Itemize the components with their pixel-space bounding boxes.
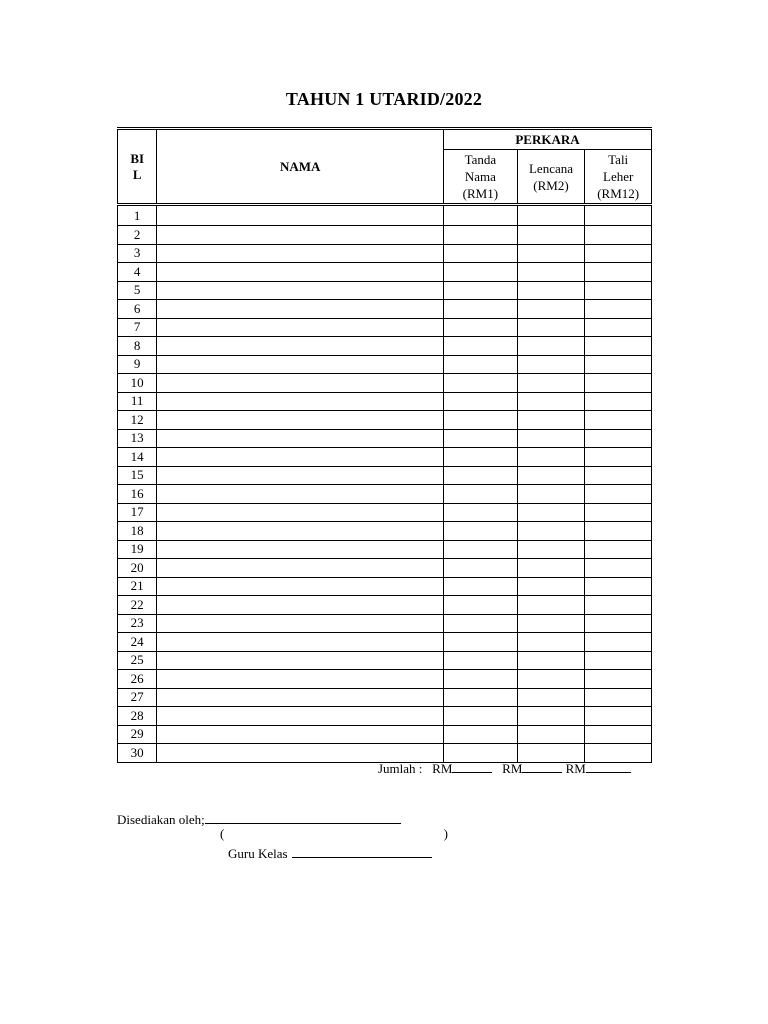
paren-close: ) xyxy=(443,826,448,841)
tali-leher-cell[interactable] xyxy=(585,205,652,226)
tanda-nama-cell[interactable] xyxy=(444,318,518,337)
tanda-nama-cell[interactable] xyxy=(444,670,518,689)
row-number: 27 xyxy=(118,688,157,707)
tanda-nama-cell[interactable] xyxy=(444,522,518,541)
jumlah-line xyxy=(378,760,631,777)
tanda-nama-cell[interactable] xyxy=(444,374,518,393)
paren-open: ( xyxy=(220,826,225,841)
tanda-nama-cell[interactable] xyxy=(444,577,518,596)
header-tali-leher xyxy=(585,150,652,205)
table-row xyxy=(118,577,652,596)
table-row xyxy=(118,651,652,670)
name-cell[interactable] xyxy=(157,374,444,393)
tali-leher-cell[interactable] xyxy=(585,392,652,411)
tali-leher-cell[interactable] xyxy=(585,337,652,356)
tanda-nama-cell[interactable] xyxy=(444,614,518,633)
tanda-nama-cell[interactable] xyxy=(444,651,518,670)
header-tanda-nama-line-2: Nama xyxy=(464,169,496,184)
row-number: 28 xyxy=(118,707,157,726)
tanda-nama-cell[interactable] xyxy=(444,707,518,726)
name-cell[interactable] xyxy=(157,633,444,652)
tanda-nama-cell[interactable] xyxy=(444,503,518,522)
lencana-cell[interactable] xyxy=(517,205,585,226)
header-tali-leher-line-3: (RM12) xyxy=(597,186,640,201)
tanda-nama-cell[interactable] xyxy=(444,559,518,578)
rm-blank-2 xyxy=(522,760,562,773)
table-row xyxy=(118,374,652,393)
tali-leher-cell[interactable] xyxy=(585,688,652,707)
row-number: 7 xyxy=(118,318,157,337)
name-brackets xyxy=(220,826,448,842)
lencana-cell[interactable] xyxy=(517,263,585,282)
header-tali-leher-line-1: Tali xyxy=(608,152,629,167)
prepared-signature-line xyxy=(205,810,401,824)
table-row xyxy=(118,226,652,245)
row-number: 29 xyxy=(118,725,157,744)
row-number: 21 xyxy=(118,577,157,596)
rm-total-2 xyxy=(502,761,562,776)
tanda-nama-cell[interactable] xyxy=(444,448,518,467)
header-bil xyxy=(118,129,157,205)
header-lencana xyxy=(517,150,585,205)
tali-leher-cell[interactable] xyxy=(585,429,652,448)
name-cell[interactable] xyxy=(157,725,444,744)
header-nama: NAMA xyxy=(157,129,444,205)
tanda-nama-cell[interactable] xyxy=(444,300,518,319)
tali-leher-cell[interactable] xyxy=(585,281,652,300)
name-cell[interactable] xyxy=(157,577,444,596)
name-cell[interactable] xyxy=(157,614,444,633)
tali-leher-cell[interactable] xyxy=(585,559,652,578)
tanda-nama-cell[interactable] xyxy=(444,392,518,411)
table-row xyxy=(118,205,652,226)
jumlah-label: Jumlah : xyxy=(378,761,423,776)
rm-label: RM xyxy=(502,761,523,776)
row-number: 22 xyxy=(118,596,157,615)
name-cell[interactable] xyxy=(157,466,444,485)
name-cell[interactable] xyxy=(157,244,444,263)
table-row xyxy=(118,707,652,726)
table-row xyxy=(118,614,652,633)
row-number: 10 xyxy=(118,374,157,393)
lencana-cell[interactable] xyxy=(517,318,585,337)
guru-kelas xyxy=(228,844,432,862)
tanda-nama-cell[interactable] xyxy=(444,263,518,282)
table-row xyxy=(118,263,652,282)
table-row xyxy=(118,244,652,263)
tali-leher-cell[interactable] xyxy=(585,577,652,596)
lencana-cell[interactable] xyxy=(517,374,585,393)
tanda-nama-cell[interactable] xyxy=(444,226,518,245)
row-number: 2 xyxy=(118,226,157,245)
tanda-nama-cell[interactable] xyxy=(444,485,518,504)
lencana-cell[interactable] xyxy=(517,559,585,578)
tali-leher-cell[interactable] xyxy=(585,522,652,541)
name-cell[interactable] xyxy=(157,411,444,430)
row-number: 20 xyxy=(118,559,157,578)
rm-label: RM xyxy=(432,761,453,776)
lencana-cell[interactable] xyxy=(517,725,585,744)
name-cell[interactable] xyxy=(157,263,444,282)
tali-leher-cell[interactable] xyxy=(585,355,652,374)
lencana-cell[interactable] xyxy=(517,448,585,467)
tanda-nama-cell[interactable] xyxy=(444,244,518,263)
tanda-nama-cell[interactable] xyxy=(444,633,518,652)
row-number: 9 xyxy=(118,355,157,374)
tali-leher-cell[interactable] xyxy=(585,651,652,670)
rm-blank-1 xyxy=(452,760,492,773)
table-row xyxy=(118,337,652,356)
table-row xyxy=(118,281,652,300)
tali-leher-cell[interactable] xyxy=(585,614,652,633)
prepared-label: Disediakan oleh; xyxy=(117,812,205,827)
tali-leher-cell[interactable] xyxy=(585,633,652,652)
lencana-cell[interactable] xyxy=(517,540,585,559)
tanda-nama-cell[interactable] xyxy=(444,466,518,485)
header-tali-leher-line-2: Leher xyxy=(603,169,634,184)
tali-leher-cell[interactable] xyxy=(585,725,652,744)
tanda-nama-cell[interactable] xyxy=(444,429,518,448)
name-cell[interactable] xyxy=(157,688,444,707)
table-row xyxy=(118,448,652,467)
tanda-nama-cell[interactable] xyxy=(444,281,518,300)
name-cell[interactable] xyxy=(157,670,444,689)
lencana-cell[interactable] xyxy=(517,226,585,245)
lencana-cell[interactable] xyxy=(517,392,585,411)
lencana-cell[interactable] xyxy=(517,466,585,485)
tali-leher-cell[interactable] xyxy=(585,374,652,393)
tanda-nama-cell[interactable] xyxy=(444,355,518,374)
lencana-cell[interactable] xyxy=(517,614,585,633)
class-list-table xyxy=(117,127,652,763)
lencana-cell[interactable] xyxy=(517,522,585,541)
name-cell[interactable] xyxy=(157,540,444,559)
table-row xyxy=(118,559,652,578)
header-perkara: PERKARA xyxy=(444,129,652,150)
name-cell[interactable] xyxy=(157,205,444,226)
table-row xyxy=(118,688,652,707)
tali-leher-cell[interactable] xyxy=(585,300,652,319)
tali-leher-cell[interactable] xyxy=(585,540,652,559)
table-row xyxy=(118,300,652,319)
tanda-nama-cell[interactable] xyxy=(444,540,518,559)
table-row xyxy=(118,429,652,448)
name-cell[interactable] xyxy=(157,651,444,670)
tali-leher-cell[interactable] xyxy=(585,670,652,689)
name-cell[interactable] xyxy=(157,392,444,411)
lencana-cell[interactable] xyxy=(517,670,585,689)
name-cell[interactable] xyxy=(157,503,444,522)
table-row xyxy=(118,596,652,615)
row-number: 23 xyxy=(118,614,157,633)
row-number: 6 xyxy=(118,300,157,319)
name-cell[interactable] xyxy=(157,318,444,337)
row-number: 3 xyxy=(118,244,157,263)
lencana-cell[interactable] xyxy=(517,503,585,522)
header-tanda-nama-line-1: Tanda xyxy=(464,152,497,167)
row-number: 12 xyxy=(118,411,157,430)
guru-kelas-line xyxy=(292,844,432,858)
lencana-cell[interactable] xyxy=(517,596,585,615)
row-number: 16 xyxy=(118,485,157,504)
row-number: 25 xyxy=(118,651,157,670)
name-cell[interactable] xyxy=(157,355,444,374)
rm-total-3 xyxy=(566,761,631,776)
table-row xyxy=(118,633,652,652)
table-row xyxy=(118,522,652,541)
tali-leher-cell[interactable] xyxy=(585,411,652,430)
table-row xyxy=(118,503,652,522)
name-cell[interactable] xyxy=(157,596,444,615)
row-number: 4 xyxy=(118,263,157,282)
tanda-nama-cell[interactable] xyxy=(444,725,518,744)
lencana-cell[interactable] xyxy=(517,337,585,356)
row-number: 19 xyxy=(118,540,157,559)
row-number: 30 xyxy=(118,744,157,763)
tanda-nama-cell[interactable] xyxy=(444,337,518,356)
row-number: 8 xyxy=(118,337,157,356)
table-row xyxy=(118,466,652,485)
lencana-cell[interactable] xyxy=(517,651,585,670)
lencana-cell[interactable] xyxy=(517,300,585,319)
guru-kelas-label: Guru Kelas xyxy=(228,846,288,861)
table-row xyxy=(118,485,652,504)
header-tanda-nama xyxy=(444,150,518,205)
rm-label: RM xyxy=(565,761,586,776)
row-number: 24 xyxy=(118,633,157,652)
header-lencana-line-1: Lencana xyxy=(528,160,574,176)
rm-total-1 xyxy=(432,761,492,776)
table-row xyxy=(118,670,652,689)
name-cell[interactable] xyxy=(157,485,444,504)
row-number: 11 xyxy=(118,392,157,411)
lencana-cell[interactable] xyxy=(517,411,585,430)
table-row xyxy=(118,725,652,744)
tanda-nama-cell[interactable] xyxy=(444,596,518,615)
lencana-cell[interactable] xyxy=(517,485,585,504)
name-cell[interactable] xyxy=(157,337,444,356)
name-cell[interactable] xyxy=(157,226,444,245)
lencana-cell[interactable] xyxy=(517,355,585,374)
row-number: 18 xyxy=(118,522,157,541)
header-bil-line-2: L xyxy=(132,166,142,182)
row-number: 14 xyxy=(118,448,157,467)
tali-leher-cell[interactable] xyxy=(585,244,652,263)
lencana-cell[interactable] xyxy=(517,633,585,652)
lencana-cell[interactable] xyxy=(517,244,585,263)
tali-leher-cell[interactable] xyxy=(585,485,652,504)
tali-leher-cell[interactable] xyxy=(585,466,652,485)
row-number: 17 xyxy=(118,503,157,522)
row-number: 26 xyxy=(118,670,157,689)
table-row xyxy=(118,392,652,411)
header-lencana-line-2: (RM2) xyxy=(533,177,569,193)
tali-leher-cell[interactable] xyxy=(585,596,652,615)
row-number: 5 xyxy=(118,281,157,300)
page-title: TAHUN 1 UTARID/2022 xyxy=(285,89,483,109)
tali-leher-cell[interactable] xyxy=(585,318,652,337)
lencana-cell[interactable] xyxy=(517,281,585,300)
rm-blank-3 xyxy=(586,760,631,773)
tali-leher-cell[interactable] xyxy=(585,448,652,467)
tanda-nama-cell[interactable] xyxy=(444,205,518,226)
tanda-nama-cell[interactable] xyxy=(444,411,518,430)
name-cell[interactable] xyxy=(157,281,444,300)
table-row xyxy=(118,318,652,337)
tali-leher-cell[interactable] xyxy=(585,263,652,282)
name-cell[interactable] xyxy=(157,522,444,541)
table-row xyxy=(118,411,652,430)
row-number: 15 xyxy=(118,466,157,485)
name-cell[interactable] xyxy=(157,707,444,726)
row-number: 13 xyxy=(118,429,157,448)
tali-leher-cell[interactable] xyxy=(585,503,652,522)
table-row xyxy=(118,540,652,559)
header-tanda-nama-line-3: (RM1) xyxy=(462,186,499,201)
name-cell[interactable] xyxy=(157,429,444,448)
name-cell[interactable] xyxy=(157,448,444,467)
row-number: 1 xyxy=(118,205,157,226)
tali-leher-cell[interactable] xyxy=(585,226,652,245)
tanda-nama-cell[interactable] xyxy=(444,688,518,707)
lencana-cell[interactable] xyxy=(517,429,585,448)
name-cell[interactable] xyxy=(157,559,444,578)
lencana-cell[interactable] xyxy=(517,688,585,707)
table-row xyxy=(118,355,652,374)
name-cell[interactable] xyxy=(157,300,444,319)
header-bil-line-1: BI xyxy=(130,150,145,166)
lencana-cell[interactable] xyxy=(517,577,585,596)
lencana-cell[interactable] xyxy=(517,707,585,726)
tali-leher-cell[interactable] xyxy=(585,707,652,726)
